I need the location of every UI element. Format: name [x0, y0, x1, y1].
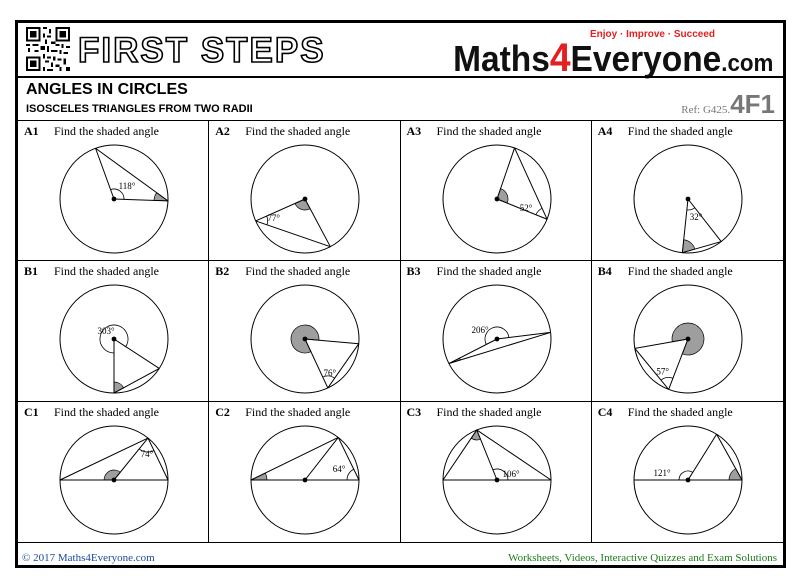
chord-line: [305, 339, 359, 344]
centre-point: [303, 337, 308, 342]
question-instruction: Find the shaded angle: [245, 405, 351, 419]
worksheet-title: ANGLES IN CIRCLES: [26, 81, 188, 98]
given-angle-arc: [347, 469, 354, 480]
footer-resources: Worksheets, Videos, Interactive Quizzes and Exam Solutions: [508, 552, 777, 564]
given-angle-label: 121°: [653, 468, 671, 478]
question-instruction: Find the shaded angle: [245, 124, 351, 138]
question-label: C1: [24, 405, 39, 419]
chord-line: [328, 344, 359, 388]
given-angle-arc: [535, 208, 541, 214]
question-cell-c4: [592, 402, 783, 543]
question-cell-c2: [209, 402, 400, 543]
question-instruction: Find the shaded angle: [54, 405, 159, 419]
worksheet-subtitle: ISOSCELES TRIANGLES FROM TWO RADII: [26, 103, 253, 115]
question-cell-a2: [209, 120, 400, 261]
given-angle-label: 206°: [470, 325, 489, 335]
centre-point: [112, 478, 117, 483]
question-diagram: [401, 261, 592, 402]
question-diagram: [401, 121, 592, 262]
chord-line: [497, 148, 515, 199]
given-angle-arc: [687, 208, 695, 210]
chord-line: [497, 332, 551, 339]
question-label: A1: [24, 124, 39, 138]
centre-point: [303, 478, 308, 483]
shaded-angle: [114, 382, 124, 393]
chord-line: [96, 148, 168, 201]
question-label: A4: [597, 124, 613, 138]
chord-line: [96, 148, 114, 199]
chord-line: [716, 434, 741, 480]
brand-name-tld: .com: [720, 50, 773, 77]
question-diagram: [209, 402, 400, 543]
centre-point: [494, 197, 499, 202]
qr-code-icon: [26, 27, 70, 71]
centre-point: [303, 197, 308, 202]
question-grid: [18, 120, 783, 543]
brand-logo: [452, 29, 773, 80]
chord-line: [114, 339, 159, 368]
question-diagram: [209, 261, 400, 402]
question-label: C3: [406, 405, 422, 419]
question-cell-b1: [18, 261, 209, 402]
chord-line: [688, 434, 717, 480]
given-angle-label: 52°: [519, 203, 532, 214]
centre-point: [685, 197, 690, 202]
question-diagram: [18, 402, 209, 543]
question-instruction: Find the shaded angle: [627, 124, 733, 138]
question-label: B4: [597, 264, 612, 278]
reference-label: Ref: G425.: [681, 104, 731, 116]
question-instruction: Find the shaded angle: [627, 264, 733, 278]
question-cell-a1: [18, 120, 209, 261]
brand-name-pre: Maths: [452, 38, 550, 79]
given-angle-label: 303°: [97, 326, 115, 336]
question-label: C2: [215, 405, 230, 419]
question-instruction: Find the shaded angle: [54, 124, 159, 138]
question-cell-b4: [592, 261, 783, 402]
question-diagram: [209, 121, 400, 262]
centre-point: [112, 197, 117, 202]
chord-line: [635, 339, 688, 348]
question-cell-c3: [401, 402, 592, 543]
question-diagram: [18, 121, 209, 262]
centre-point: [685, 478, 690, 483]
brand-tagline: Enjoy · Improve · Succeed: [589, 29, 715, 40]
given-angle-label: 106°: [501, 469, 520, 479]
question-diagram: [401, 402, 592, 543]
given-angle-label: 118°: [118, 181, 136, 191]
question-cell-c1: [18, 402, 209, 543]
question-cell-b3: [401, 261, 592, 402]
question-instruction: Find the shaded angle: [436, 124, 542, 138]
question-instruction: Find the shaded angle: [54, 264, 159, 278]
series-title: FIRST STEPS: [78, 31, 326, 70]
brand-name-four: 4: [549, 36, 571, 80]
question-instruction: Find the shaded angle: [436, 264, 542, 278]
question-cell-a3: [401, 120, 592, 261]
reference-code: 4F1: [730, 89, 775, 119]
question-label: C4: [597, 405, 613, 419]
title-divider: [18, 76, 783, 78]
given-angle-arc: [661, 377, 673, 380]
question-instruction: Find the shaded angle: [627, 405, 733, 419]
centre-point: [494, 337, 499, 342]
question-label: B2: [215, 264, 230, 278]
worksheet: [15, 20, 786, 568]
question-cell-b2: [209, 261, 400, 402]
chord-line: [668, 339, 687, 389]
question-diagram: [592, 402, 783, 543]
shaded-angle: [729, 469, 742, 480]
chord-line: [305, 339, 328, 388]
question-cell-a4: [592, 120, 783, 261]
given-angle-label: 57°: [656, 366, 669, 377]
question-diagram: [18, 261, 209, 402]
given-angle-label: 76°: [323, 367, 337, 378]
chord-line: [114, 368, 159, 393]
question-instruction: Find the shaded angle: [245, 264, 351, 278]
chord-line: [448, 332, 550, 363]
question-label: A2: [215, 124, 230, 138]
given-angle-arc: [484, 327, 508, 344]
brand-name-post: Everyone: [570, 38, 721, 79]
centre-point: [685, 337, 690, 342]
question-diagram: [592, 121, 783, 262]
chord-line: [251, 437, 338, 480]
centre-point: [494, 478, 499, 483]
chord-line: [443, 430, 477, 480]
question-label: B3: [406, 264, 421, 278]
footer-copyright: © 2017 Maths4Everyone.com: [22, 552, 155, 564]
given-angle-label: 32°: [689, 212, 703, 222]
given-angle-label: 74°: [140, 449, 154, 460]
given-angle-label: 64°: [332, 464, 346, 474]
question-instruction: Find the shaded angle: [436, 405, 542, 419]
given-angle-label: 77°: [267, 212, 281, 223]
question-diagram: [592, 261, 783, 402]
chord-line: [256, 199, 305, 221]
chord-line: [476, 430, 496, 480]
question-label: B1: [24, 264, 39, 278]
reference: [681, 89, 775, 120]
centre-point: [112, 337, 117, 342]
question-label: A3: [406, 124, 422, 138]
